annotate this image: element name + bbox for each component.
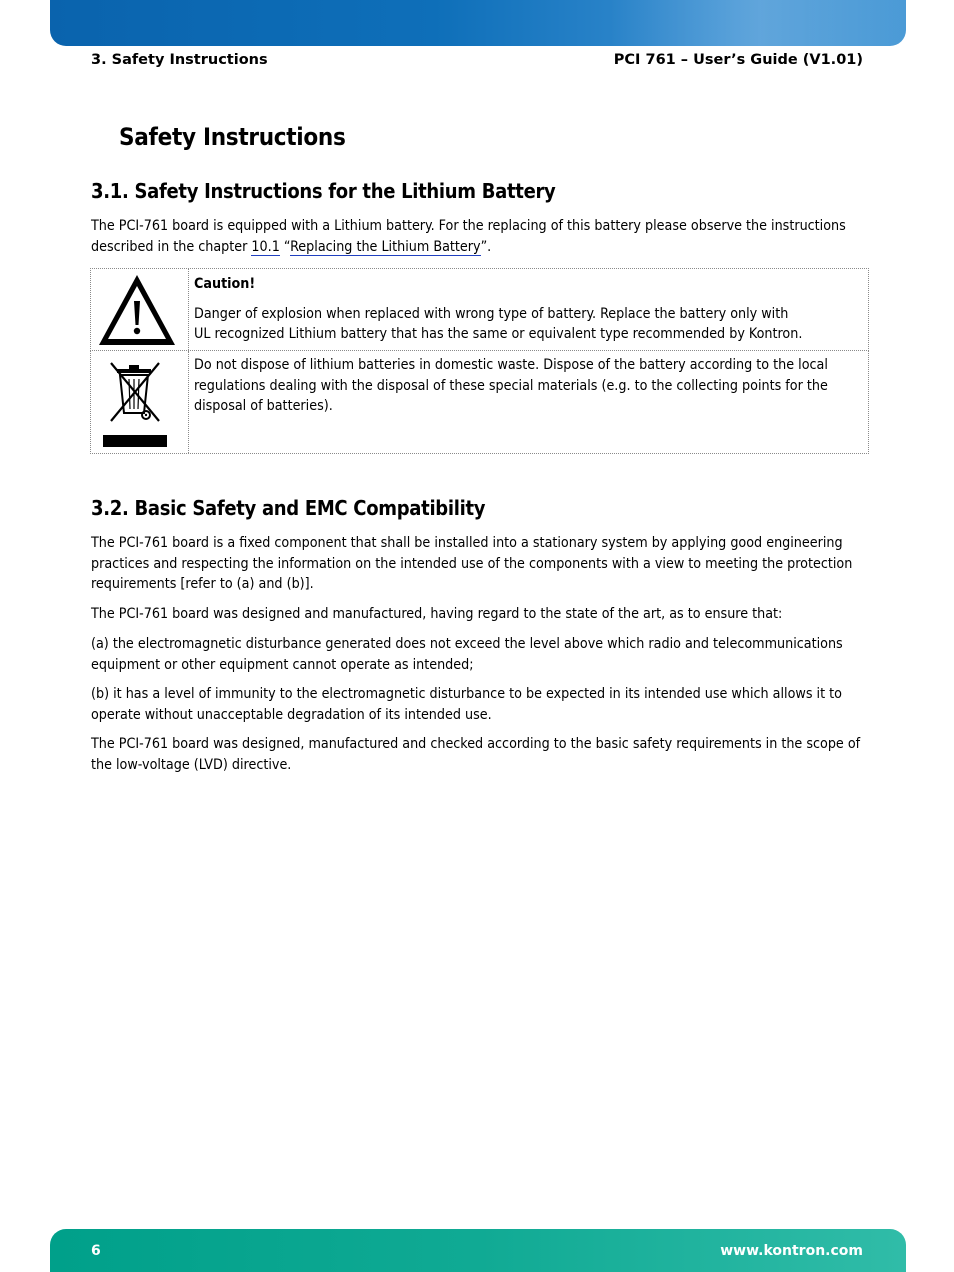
emc-paragraph-5: The PCI-761 board was designed, manufactured and checked according to the basic safety requirements in the scope of the low-voltage (LVD) directive. bbox=[91, 736, 861, 773]
emc-paragraph-3: (a) the electromagnetic disturbance generated does not exceed the level above which radio and telecommunications equipment or other equipment cannot operate as intended; bbox=[91, 636, 843, 673]
header-chapter: 3. Safety Instructions bbox=[91, 52, 268, 68]
section-heading-lithium-battery: 3.1. Safety Instructions for the Lithium Battery bbox=[91, 179, 556, 203]
emc-paragraph-1: The PCI-761 board is a fixed component that shall be installed into a stationary system by applying good engineering practices and respecting the information on the intended use of the components with a view to meeting the protection requirements [refer to (a) and (b)]. bbox=[91, 535, 853, 592]
disposal-text: Do not dispose of lithium batteries in domestic waste. Dispose of the battery according to the local regulations dealing with the disposal of these special materials (e.g. to the collecting points for the disposal of batteries). bbox=[194, 357, 828, 414]
header-doc-title: PCI 761 – User’s Guide (V1.01) bbox=[613, 52, 863, 68]
emc-paragraph-2: The PCI-761 board was designed and manufactured, having regard to the state of the art, as to ensure that: bbox=[91, 606, 783, 622]
chapter-ref-link[interactable]: 10.1 bbox=[251, 238, 280, 255]
caution-text-line1: Danger of explosion when replaced with wrong type of battery. Replace the battery only with bbox=[194, 305, 789, 322]
caution-box bbox=[90, 268, 869, 351]
warning-triangle-icon bbox=[97, 273, 177, 349]
crossed-out-wheelie-bin-icon bbox=[103, 355, 173, 451]
section-heading-emc: 3.2. Basic Safety and EMC Compatibility bbox=[91, 496, 486, 520]
caution-text-line2: UL recognized Lithium battery that has the same or equivalent type recommended by Kontron. bbox=[194, 326, 803, 342]
emc-paragraph-4: (b) it has a level of immunity to the electromagnetic disturbance to be expected in its intended use which allows it to operate without unacceptable degradation of its intended use. bbox=[91, 686, 842, 723]
caution-title: Caution! bbox=[194, 276, 256, 292]
footer-website[interactable]: www.kontron.com bbox=[720, 1243, 863, 1259]
page-title: Safety Instructions bbox=[119, 123, 346, 151]
disposal-box bbox=[90, 350, 869, 454]
battery-intro-paragraph: The PCI-761 board is equipped with a Lithium battery. For the replacing of this battery please observe the instructions described in the chapter 10.1 “Replacing the Lithium Battery”. bbox=[91, 218, 846, 255]
replacing-battery-link[interactable]: Replacing the Lithium Battery bbox=[290, 238, 481, 255]
page-number: 6 bbox=[91, 1243, 101, 1259]
header-banner bbox=[50, 0, 906, 46]
